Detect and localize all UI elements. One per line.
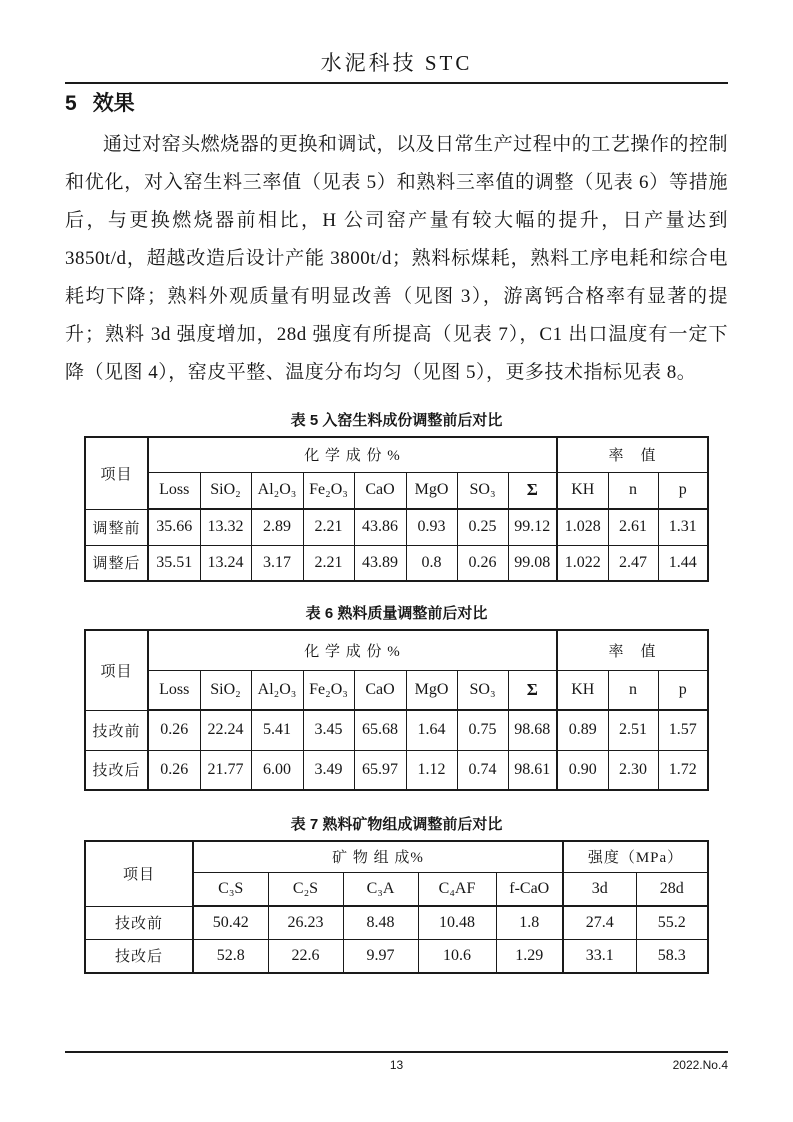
col-header-cell: n [608,472,658,509]
data-cell: 1.12 [406,750,457,790]
table6-group-ratio: 率 值 [557,630,708,670]
data-cell: 3.45 [303,710,354,750]
section-number: 5 [65,92,77,115]
data-cell: 22.6 [268,939,343,973]
data-cell: 65.97 [354,750,406,790]
data-cell: 1.022 [557,545,608,581]
section-heading [65,91,728,117]
col-header-cell: Al₂O₃ [251,670,303,710]
col-header-cell: Al₂O₃ [251,472,303,509]
data-cell: 55.2 [636,906,708,939]
table-row [85,509,708,545]
data-cell: 0.25 [457,509,508,545]
data-cell: 0.90 [557,750,608,790]
col-header-cell: KH [557,472,608,509]
table6-group-header-row [85,630,708,670]
col-header-cell: Loss [148,670,200,710]
table5-group-chem: 化 学 成 份 % [148,437,557,472]
data-cell: 1.29 [496,939,563,973]
table7-corner-header: 项目 [85,841,193,906]
col-header-cell: KH [557,670,608,710]
data-cell: 22.24 [200,710,251,750]
col-header-cell: n [608,670,658,710]
issue-label: 2022.No.4 [672,1058,728,1072]
col-header-cell: CaO [354,670,406,710]
row-label: 调整后 [85,545,148,581]
data-cell: 1.8 [496,906,563,939]
col-header-cell: SO₃ [457,670,508,710]
row-label: 技改前 [85,710,148,750]
data-cell: 43.86 [354,509,406,545]
data-cell: 99.08 [508,545,557,581]
col-header-cell: SO₃ [457,472,508,509]
data-cell: 13.24 [200,545,251,581]
data-cell: 0.75 [457,710,508,750]
row-label: 调整前 [85,509,148,545]
table-row [85,906,708,939]
data-cell: 98.68 [508,710,557,750]
table6 [84,629,709,791]
data-cell: 1.57 [658,710,708,750]
data-cell: 1.64 [406,710,457,750]
data-cell: 3.17 [251,545,303,581]
data-cell: 6.00 [251,750,303,790]
data-cell: 5.41 [251,710,303,750]
table7-group-header-row [85,841,708,872]
col-header-cell: C₄AF [418,872,496,906]
data-cell: 33.1 [563,939,636,973]
col-header-cell: 3d [563,872,636,906]
data-cell: 2.21 [303,545,354,581]
col-header-cell-sigma: Σ [508,472,557,509]
table5-caption: 表 5 入窑生料成份调整前后对比 [290,412,503,429]
table-row [85,545,708,581]
page-number: 13 [389,1058,404,1072]
data-cell: 58.3 [636,939,708,973]
data-cell: 2.21 [303,509,354,545]
data-cell: 10.6 [418,939,496,973]
table-row [85,939,708,973]
col-header-cell: C₃S [193,872,268,906]
data-cell: 13.32 [200,509,251,545]
section-title: 效果 [92,92,135,115]
row-label: 技改后 [85,939,193,973]
table5-group-ratio: 率 值 [557,437,708,472]
data-cell: 98.61 [508,750,557,790]
data-cell: 0.26 [457,545,508,581]
table7-caption: 表 7 熟料矿物组成调整前后对比 [290,816,503,833]
col-header-cell: p [658,670,708,710]
data-cell: 21.77 [200,750,251,790]
table5-group-header-row [85,437,708,472]
table-row [85,750,708,790]
data-cell: 0.26 [148,750,200,790]
data-cell: 1.72 [658,750,708,790]
table5 [84,436,709,582]
table-row [85,710,708,750]
col-header-cell-sigma: Σ [508,670,557,710]
table6-column-header-row [85,670,708,710]
header-rule [65,82,728,84]
data-cell: 0.89 [557,710,608,750]
col-header-cell: 28d [636,872,708,906]
data-cell: 1.44 [658,545,708,581]
col-header-cell: p [658,472,708,509]
data-cell: 2.47 [608,545,658,581]
data-cell: 65.68 [354,710,406,750]
data-cell: 50.42 [193,906,268,939]
row-label: 技改前 [85,906,193,939]
body-paragraph: 通过对窑头燃烧器的更换和调试，以及日常生产过程中的工艺操作的控制和优化，对入窑生料三率值（见表 5）和熟料三率值的调整（见表 6）等措施后，与更换燃烧器前相比，H 公司窑产量有较大幅的提升，日产量达到 3850t/d，超越改造后设计产能 3800t/d；熟料标煤耗，熟料工序电耗和综合电耗均下降；熟料外观质量有明显改善（见图 3），游离钙合格率有显著的提升；熟料 3d 强度增加，28d 强度有所提高（见表 7），C1 出口温度有一定下降（见图 4），窑皮平整、温度分布均匀（见图 5），更多技术指标见表 8。 [65,134,728,383]
data-cell: 52.8 [193,939,268,973]
data-cell: 0.93 [406,509,457,545]
col-header-cell: Loss [148,472,200,509]
data-cell: 43.89 [354,545,406,581]
data-cell: 2.51 [608,710,658,750]
table6-caption: 表 6 熟料质量调整前后对比 [305,605,488,622]
col-header-cell: CaO [354,472,406,509]
table5-corner-header: 项目 [85,437,148,509]
data-cell: 8.48 [343,906,418,939]
col-header-cell: MgO [406,670,457,710]
data-cell: 35.66 [148,509,200,545]
col-header-cell: C₃A [343,872,418,906]
table7-group-strength: 强度（MPa） [563,841,708,872]
data-cell: 0.26 [148,710,200,750]
data-cell: 1.028 [557,509,608,545]
col-header-cell: Fe₂O₃ [303,670,354,710]
col-header-cell: MgO [406,472,457,509]
data-cell: 9.97 [343,939,418,973]
table6-group-chem: 化 学 成 份 % [148,630,557,670]
col-header-cell: Fe₂O₃ [303,472,354,509]
data-cell: 35.51 [148,545,200,581]
data-cell: 0.74 [457,750,508,790]
data-cell: 2.89 [251,509,303,545]
data-cell: 99.12 [508,509,557,545]
journal-title: 水泥科技 STC [320,51,473,75]
row-label: 技改后 [85,750,148,790]
data-cell: 27.4 [563,906,636,939]
data-cell: 1.31 [658,509,708,545]
col-header-cell: SiO₂ [200,670,251,710]
table5-column-header-row [85,472,708,509]
table7 [84,840,709,974]
data-cell: 10.48 [418,906,496,939]
data-cell: 2.61 [608,509,658,545]
data-cell: 0.8 [406,545,457,581]
table6-corner-header: 项目 [85,630,148,710]
data-cell: 26.23 [268,906,343,939]
col-header-cell: C₂S [268,872,343,906]
table7-group-mineral: 矿 物 组 成% [193,841,563,872]
page-footer [65,1051,728,1077]
col-header-cell: f-CaO [496,872,563,906]
col-header-cell: SiO₂ [200,472,251,509]
data-cell: 2.30 [608,750,658,790]
data-cell: 3.49 [303,750,354,790]
